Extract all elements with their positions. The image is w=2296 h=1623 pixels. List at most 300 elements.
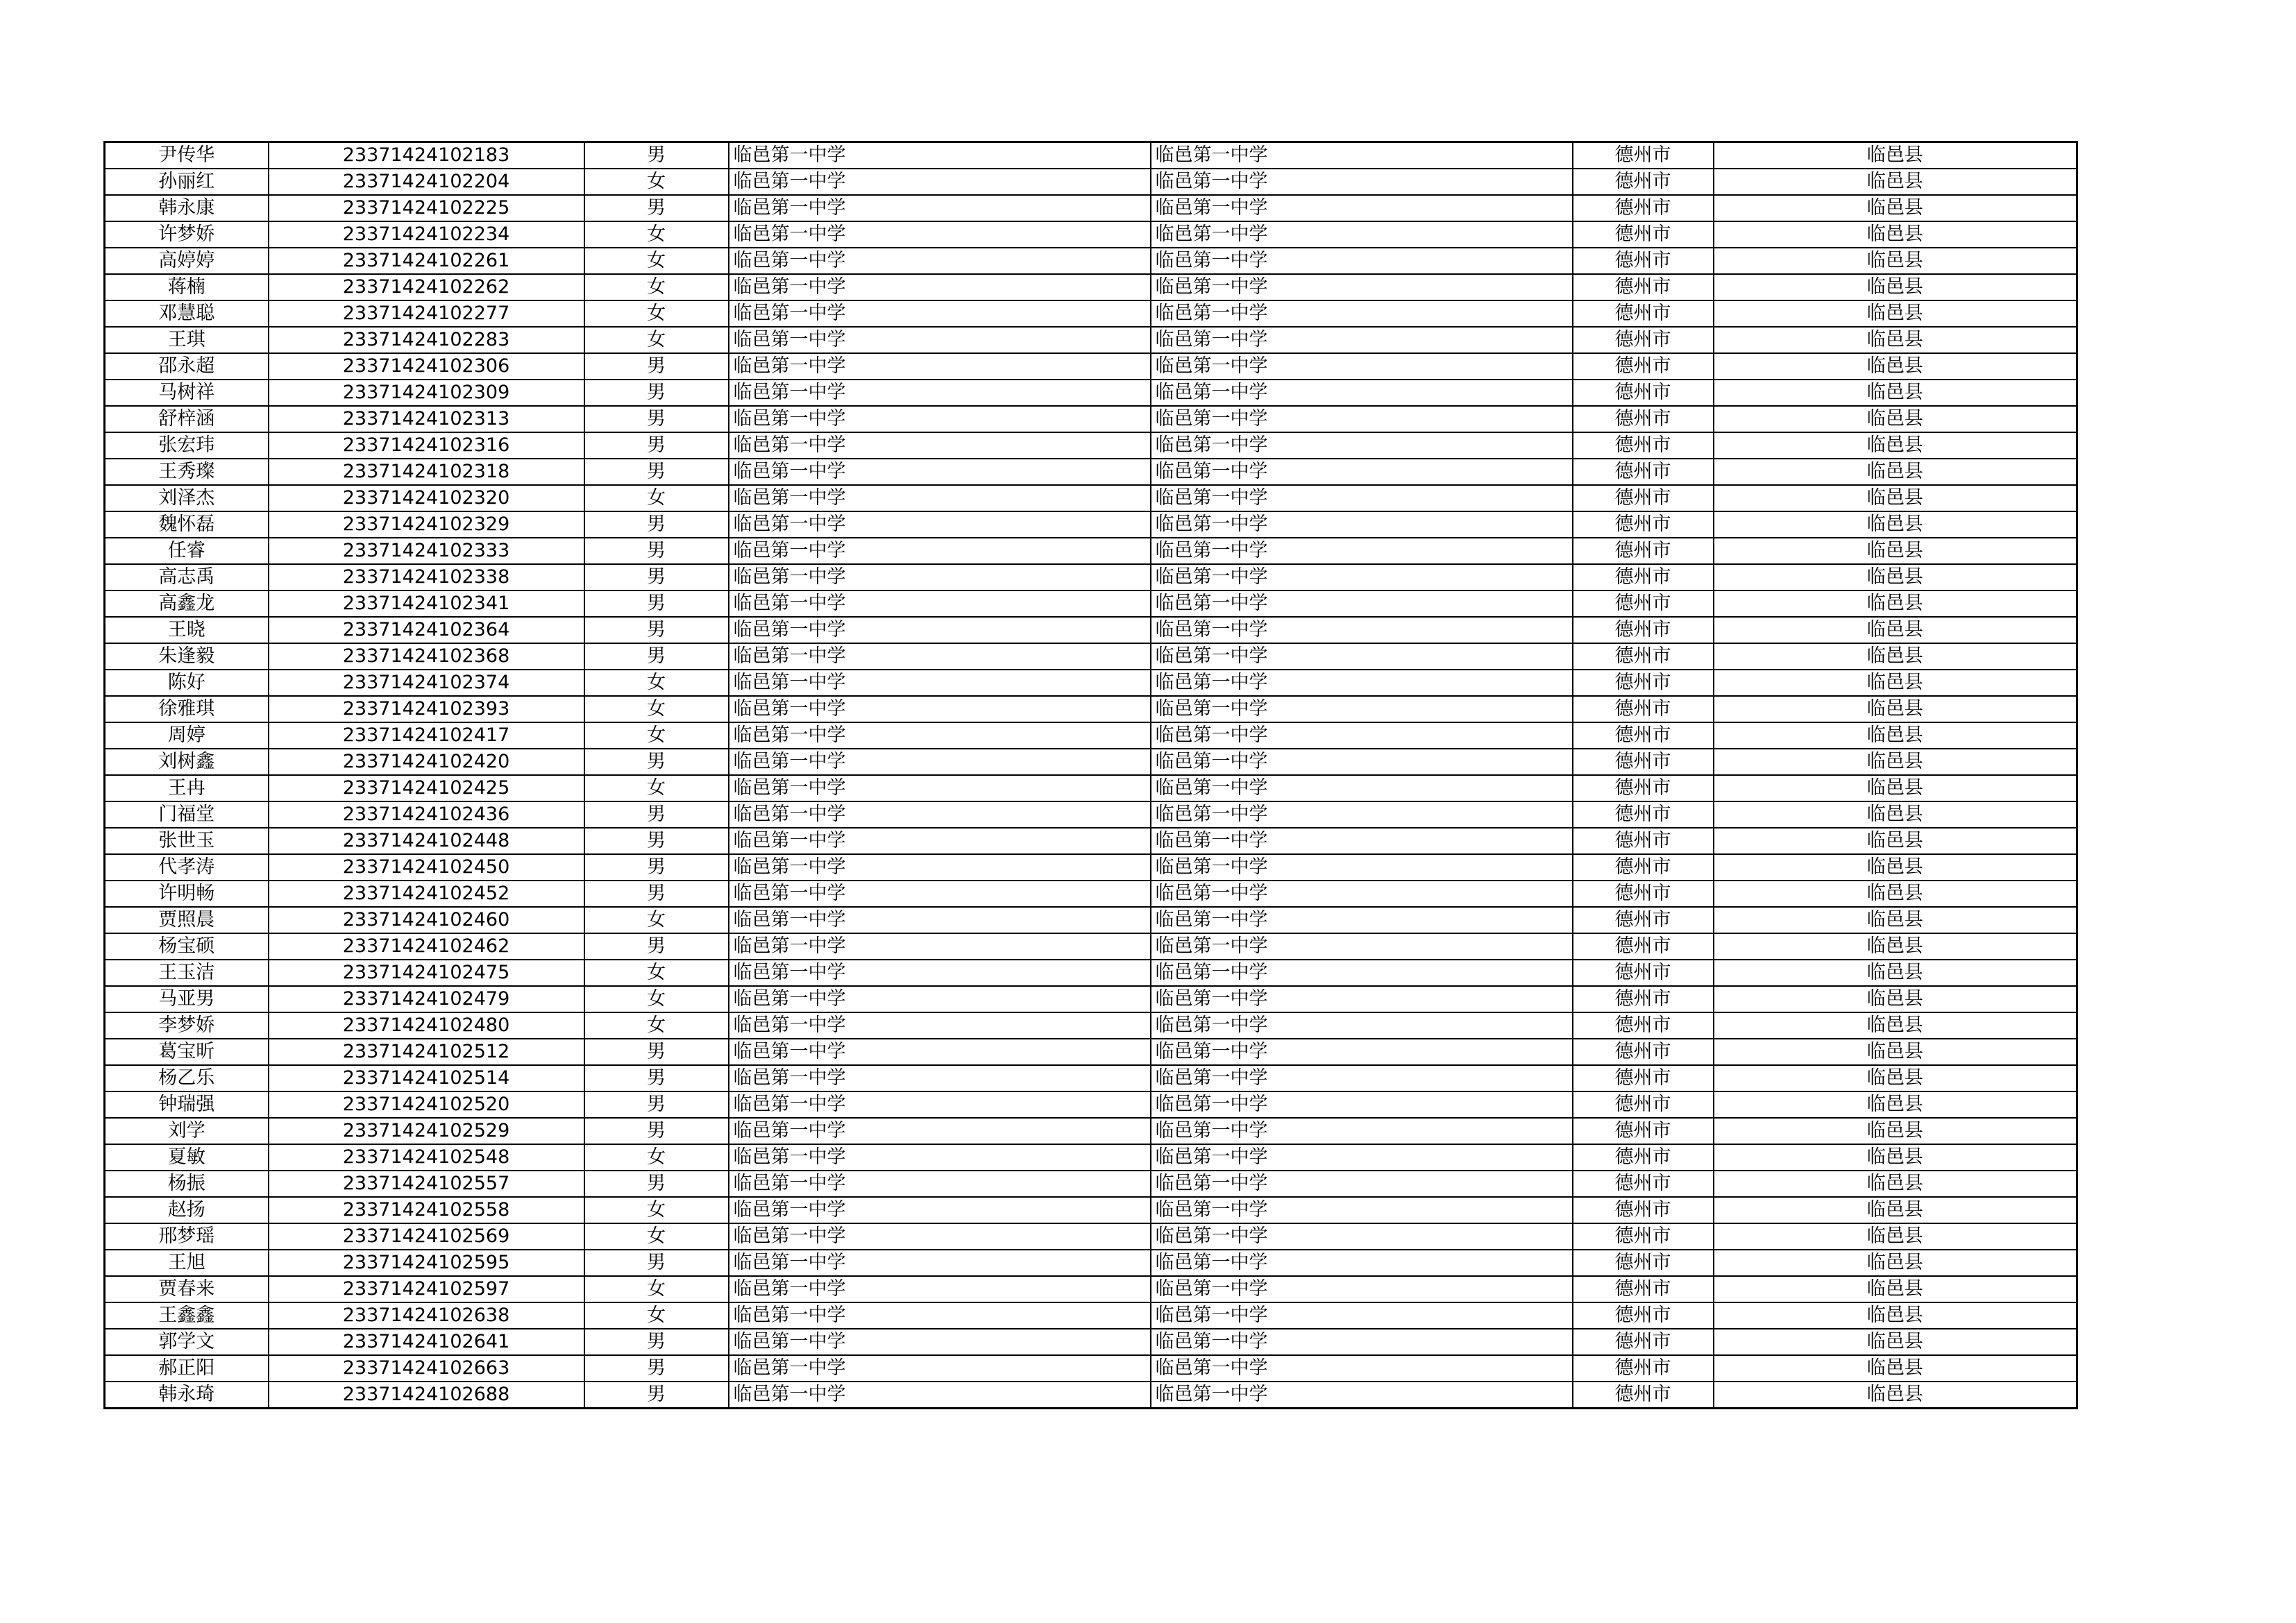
city-cell: 德州市 xyxy=(1573,960,1714,986)
table-row xyxy=(105,1223,2077,1250)
exam-id-cell: 23371424102316 xyxy=(269,432,584,459)
gender-cell: 男 xyxy=(584,511,729,538)
school-cell: 临邑第一中学 xyxy=(729,1223,1151,1250)
name-cell: 郝正阳 xyxy=(105,1355,269,1382)
school-registered-cell: 临邑第一中学 xyxy=(1151,221,1573,248)
gender-cell: 女 xyxy=(584,248,729,274)
county-cell: 临邑县 xyxy=(1714,1329,2077,1355)
school-cell: 临邑第一中学 xyxy=(729,854,1151,881)
school-registered-cell: 临邑第一中学 xyxy=(1151,564,1573,590)
name-cell: 贾春来 xyxy=(105,1276,269,1302)
school-registered-cell: 临邑第一中学 xyxy=(1151,406,1573,432)
exam-id-cell: 23371424102374 xyxy=(269,670,584,696)
school-cell: 临邑第一中学 xyxy=(729,1144,1151,1171)
school-registered-cell: 临邑第一中学 xyxy=(1151,1382,1573,1409)
county-cell: 临邑县 xyxy=(1714,459,2077,485)
table-row xyxy=(105,749,2077,775)
school-registered-cell: 临邑第一中学 xyxy=(1151,1065,1573,1091)
name-cell: 王冉 xyxy=(105,775,269,801)
city-cell: 德州市 xyxy=(1573,1355,1714,1382)
school-cell: 临邑第一中学 xyxy=(729,432,1151,459)
name-cell: 任睿 xyxy=(105,538,269,564)
name-cell: 许明畅 xyxy=(105,881,269,907)
exam-id-cell: 23371424102638 xyxy=(269,1302,584,1329)
county-cell: 临邑县 xyxy=(1714,986,2077,1012)
gender-cell: 男 xyxy=(584,1355,729,1382)
school-cell: 临邑第一中学 xyxy=(729,1355,1151,1382)
city-cell: 德州市 xyxy=(1573,406,1714,432)
school-cell: 临邑第一中学 xyxy=(729,1302,1151,1329)
table-row xyxy=(105,538,2077,564)
county-cell: 临邑县 xyxy=(1714,1012,2077,1039)
gender-cell: 男 xyxy=(584,643,729,670)
school-cell: 临邑第一中学 xyxy=(729,590,1151,617)
city-cell: 德州市 xyxy=(1573,300,1714,327)
gender-cell: 男 xyxy=(584,1039,729,1065)
gender-cell: 女 xyxy=(584,1302,729,1329)
gender-cell: 女 xyxy=(584,722,729,749)
city-cell: 德州市 xyxy=(1573,221,1714,248)
school-registered-cell: 临邑第一中学 xyxy=(1151,854,1573,881)
city-cell: 德州市 xyxy=(1573,1276,1714,1302)
name-cell: 门福堂 xyxy=(105,801,269,828)
exam-id-cell: 23371424102597 xyxy=(269,1276,584,1302)
school-cell: 临邑第一中学 xyxy=(729,511,1151,538)
county-cell: 临邑县 xyxy=(1714,195,2077,221)
county-cell: 临邑县 xyxy=(1714,1250,2077,1276)
city-cell: 德州市 xyxy=(1573,722,1714,749)
county-cell: 临邑县 xyxy=(1714,801,2077,828)
school-registered-cell: 临邑第一中学 xyxy=(1151,933,1573,960)
exam-id-cell: 23371424102520 xyxy=(269,1091,584,1118)
table-row xyxy=(105,485,2077,511)
school-registered-cell: 临邑第一中学 xyxy=(1151,749,1573,775)
exam-id-cell: 23371424102479 xyxy=(269,986,584,1012)
county-cell: 临邑县 xyxy=(1714,854,2077,881)
county-cell: 临邑县 xyxy=(1714,1091,2077,1118)
gender-cell: 女 xyxy=(584,696,729,722)
name-cell: 赵扬 xyxy=(105,1197,269,1223)
name-cell: 杨宝硕 xyxy=(105,933,269,960)
county-cell: 临邑县 xyxy=(1714,907,2077,933)
table-row xyxy=(105,221,2077,248)
table-row xyxy=(105,274,2077,300)
exam-id-cell: 23371424102569 xyxy=(269,1223,584,1250)
gender-cell: 男 xyxy=(584,617,729,643)
table-row xyxy=(105,564,2077,590)
gender-cell: 男 xyxy=(584,459,729,485)
name-cell: 刘泽杰 xyxy=(105,485,269,511)
exam-id-cell: 23371424102309 xyxy=(269,380,584,406)
name-cell: 高婷婷 xyxy=(105,248,269,274)
exam-id-cell: 23371424102475 xyxy=(269,960,584,986)
name-cell: 韩永康 xyxy=(105,195,269,221)
gender-cell: 男 xyxy=(584,195,729,221)
exam-id-cell: 23371424102641 xyxy=(269,1329,584,1355)
city-cell: 德州市 xyxy=(1573,511,1714,538)
city-cell: 德州市 xyxy=(1573,327,1714,353)
gender-cell: 女 xyxy=(584,1276,729,1302)
school-cell: 临邑第一中学 xyxy=(729,538,1151,564)
city-cell: 德州市 xyxy=(1573,828,1714,854)
city-cell: 德州市 xyxy=(1573,643,1714,670)
name-cell: 孙丽红 xyxy=(105,169,269,195)
exam-id-cell: 23371424102393 xyxy=(269,696,584,722)
county-cell: 临邑县 xyxy=(1714,353,2077,380)
county-cell: 临邑县 xyxy=(1714,327,2077,353)
student-roster-table xyxy=(103,141,2078,1409)
school-cell: 临邑第一中学 xyxy=(729,1039,1151,1065)
gender-cell: 女 xyxy=(584,300,729,327)
city-cell: 德州市 xyxy=(1573,353,1714,380)
exam-id-cell: 23371424102368 xyxy=(269,643,584,670)
table-row xyxy=(105,1276,2077,1302)
county-cell: 临邑县 xyxy=(1714,1144,2077,1171)
school-cell: 临邑第一中学 xyxy=(729,327,1151,353)
gender-cell: 男 xyxy=(584,538,729,564)
gender-cell: 男 xyxy=(584,933,729,960)
county-cell: 临邑县 xyxy=(1714,670,2077,696)
name-cell: 韩永琦 xyxy=(105,1382,269,1409)
school-cell: 临邑第一中学 xyxy=(729,1118,1151,1144)
school-registered-cell: 临邑第一中学 xyxy=(1151,248,1573,274)
school-registered-cell: 临邑第一中学 xyxy=(1151,1118,1573,1144)
table-row xyxy=(105,801,2077,828)
school-cell: 临邑第一中学 xyxy=(729,1276,1151,1302)
school-registered-cell: 临邑第一中学 xyxy=(1151,828,1573,854)
school-cell: 临邑第一中学 xyxy=(729,1382,1151,1409)
name-cell: 邵永超 xyxy=(105,353,269,380)
school-cell: 临邑第一中学 xyxy=(729,459,1151,485)
county-cell: 临邑县 xyxy=(1714,590,2077,617)
table-body xyxy=(105,142,2077,1409)
exam-id-cell: 23371424102548 xyxy=(269,1144,584,1171)
city-cell: 德州市 xyxy=(1573,142,1714,169)
county-cell: 临邑县 xyxy=(1714,933,2077,960)
name-cell: 王玉洁 xyxy=(105,960,269,986)
school-registered-cell: 临邑第一中学 xyxy=(1151,1039,1573,1065)
county-cell: 临邑县 xyxy=(1714,538,2077,564)
school-registered-cell: 临邑第一中学 xyxy=(1151,169,1573,195)
name-cell: 马亚男 xyxy=(105,986,269,1012)
school-registered-cell: 临邑第一中学 xyxy=(1151,670,1573,696)
gender-cell: 女 xyxy=(584,775,729,801)
name-cell: 张世玉 xyxy=(105,828,269,854)
gender-cell: 女 xyxy=(584,1197,729,1223)
city-cell: 德州市 xyxy=(1573,538,1714,564)
county-cell: 临邑县 xyxy=(1714,881,2077,907)
gender-cell: 男 xyxy=(584,828,729,854)
school-registered-cell: 临邑第一中学 xyxy=(1151,1197,1573,1223)
exam-id-cell: 23371424102452 xyxy=(269,881,584,907)
school-cell: 临邑第一中学 xyxy=(729,749,1151,775)
school-cell: 临邑第一中学 xyxy=(729,406,1151,432)
school-cell: 临邑第一中学 xyxy=(729,564,1151,590)
school-registered-cell: 临邑第一中学 xyxy=(1151,300,1573,327)
name-cell: 钟瑞强 xyxy=(105,1091,269,1118)
name-cell: 高鑫龙 xyxy=(105,590,269,617)
school-registered-cell: 临邑第一中学 xyxy=(1151,986,1573,1012)
school-cell: 临邑第一中学 xyxy=(729,670,1151,696)
exam-id-cell: 23371424102234 xyxy=(269,221,584,248)
county-cell: 临邑县 xyxy=(1714,485,2077,511)
school-cell: 临邑第一中学 xyxy=(729,1012,1151,1039)
name-cell: 杨振 xyxy=(105,1171,269,1197)
exam-id-cell: 23371424102450 xyxy=(269,854,584,881)
school-registered-cell: 临邑第一中学 xyxy=(1151,722,1573,749)
city-cell: 德州市 xyxy=(1573,432,1714,459)
school-registered-cell: 临邑第一中学 xyxy=(1151,590,1573,617)
county-cell: 临邑县 xyxy=(1714,511,2077,538)
school-registered-cell: 临邑第一中学 xyxy=(1151,1223,1573,1250)
county-cell: 临邑县 xyxy=(1714,221,2077,248)
school-registered-cell: 临邑第一中学 xyxy=(1151,485,1573,511)
school-registered-cell: 临邑第一中学 xyxy=(1151,459,1573,485)
school-cell: 临邑第一中学 xyxy=(729,722,1151,749)
gender-cell: 男 xyxy=(584,380,729,406)
exam-id-cell: 23371424102480 xyxy=(269,1012,584,1039)
name-cell: 高志禹 xyxy=(105,564,269,590)
gender-cell: 男 xyxy=(584,854,729,881)
school-registered-cell: 临邑第一中学 xyxy=(1151,907,1573,933)
gender-cell: 女 xyxy=(584,960,729,986)
exam-id-cell: 23371424102338 xyxy=(269,564,584,590)
exam-id-cell: 23371424102364 xyxy=(269,617,584,643)
name-cell: 王琪 xyxy=(105,327,269,353)
name-cell: 王秀璨 xyxy=(105,459,269,485)
county-cell: 临邑县 xyxy=(1714,722,2077,749)
city-cell: 德州市 xyxy=(1573,1171,1714,1197)
exam-id-cell: 23371424102512 xyxy=(269,1039,584,1065)
city-cell: 德州市 xyxy=(1573,459,1714,485)
exam-id-cell: 23371424102183 xyxy=(269,142,584,169)
city-cell: 德州市 xyxy=(1573,169,1714,195)
name-cell: 邓慧聪 xyxy=(105,300,269,327)
table-row xyxy=(105,1171,2077,1197)
table-row xyxy=(105,907,2077,933)
table-row xyxy=(105,722,2077,749)
gender-cell: 男 xyxy=(584,432,729,459)
exam-id-cell: 23371424102262 xyxy=(269,274,584,300)
table-row xyxy=(105,511,2077,538)
school-cell: 临邑第一中学 xyxy=(729,907,1151,933)
school-cell: 临邑第一中学 xyxy=(729,933,1151,960)
table-row xyxy=(105,960,2077,986)
exam-id-cell: 23371424102529 xyxy=(269,1118,584,1144)
gender-cell: 女 xyxy=(584,169,729,195)
county-cell: 临邑县 xyxy=(1714,432,2077,459)
table-row xyxy=(105,986,2077,1012)
name-cell: 邢梦瑶 xyxy=(105,1223,269,1250)
exam-id-cell: 23371424102204 xyxy=(269,169,584,195)
exam-id-cell: 23371424102436 xyxy=(269,801,584,828)
gender-cell: 男 xyxy=(584,1250,729,1276)
table-row xyxy=(105,169,2077,195)
school-registered-cell: 临邑第一中学 xyxy=(1151,142,1573,169)
school-cell: 临邑第一中学 xyxy=(729,248,1151,274)
city-cell: 德州市 xyxy=(1573,1329,1714,1355)
table-row xyxy=(105,353,2077,380)
exam-id-cell: 23371424102225 xyxy=(269,195,584,221)
school-cell: 临邑第一中学 xyxy=(729,643,1151,670)
gender-cell: 女 xyxy=(584,907,729,933)
school-registered-cell: 临邑第一中学 xyxy=(1151,643,1573,670)
city-cell: 德州市 xyxy=(1573,881,1714,907)
gender-cell: 女 xyxy=(584,1012,729,1039)
name-cell: 葛宝昕 xyxy=(105,1039,269,1065)
name-cell: 马树祥 xyxy=(105,380,269,406)
exam-id-cell: 23371424102557 xyxy=(269,1171,584,1197)
gender-cell: 男 xyxy=(584,1329,729,1355)
city-cell: 德州市 xyxy=(1573,696,1714,722)
county-cell: 临邑县 xyxy=(1714,1276,2077,1302)
county-cell: 临邑县 xyxy=(1714,643,2077,670)
name-cell: 朱逢毅 xyxy=(105,643,269,670)
county-cell: 临邑县 xyxy=(1714,380,2077,406)
school-cell: 临邑第一中学 xyxy=(729,1250,1151,1276)
exam-id-cell: 23371424102306 xyxy=(269,353,584,380)
exam-id-cell: 23371424102448 xyxy=(269,828,584,854)
city-cell: 德州市 xyxy=(1573,617,1714,643)
city-cell: 德州市 xyxy=(1573,485,1714,511)
county-cell: 临邑县 xyxy=(1714,274,2077,300)
school-registered-cell: 临邑第一中学 xyxy=(1151,195,1573,221)
exam-id-cell: 23371424102318 xyxy=(269,459,584,485)
table-row xyxy=(105,1250,2077,1276)
table-row xyxy=(105,643,2077,670)
school-registered-cell: 临邑第一中学 xyxy=(1151,1302,1573,1329)
table-row xyxy=(105,248,2077,274)
school-registered-cell: 临邑第一中学 xyxy=(1151,1144,1573,1171)
county-cell: 临邑县 xyxy=(1714,1355,2077,1382)
school-registered-cell: 临邑第一中学 xyxy=(1151,353,1573,380)
name-cell: 陈好 xyxy=(105,670,269,696)
school-registered-cell: 临邑第一中学 xyxy=(1151,801,1573,828)
county-cell: 临邑县 xyxy=(1714,1065,2077,1091)
school-cell: 临邑第一中学 xyxy=(729,617,1151,643)
school-cell: 临邑第一中学 xyxy=(729,380,1151,406)
exam-id-cell: 23371424102341 xyxy=(269,590,584,617)
county-cell: 临邑县 xyxy=(1714,1197,2077,1223)
city-cell: 德州市 xyxy=(1573,380,1714,406)
exam-id-cell: 23371424102595 xyxy=(269,1250,584,1276)
name-cell: 王晓 xyxy=(105,617,269,643)
county-cell: 临邑县 xyxy=(1714,564,2077,590)
exam-id-cell: 23371424102261 xyxy=(269,248,584,274)
school-cell: 临邑第一中学 xyxy=(729,828,1151,854)
gender-cell: 女 xyxy=(584,485,729,511)
exam-id-cell: 23371424102462 xyxy=(269,933,584,960)
school-cell: 临邑第一中学 xyxy=(729,353,1151,380)
table-row xyxy=(105,696,2077,722)
table-row xyxy=(105,432,2077,459)
gender-cell: 女 xyxy=(584,1144,729,1171)
table-row xyxy=(105,406,2077,432)
county-cell: 临邑县 xyxy=(1714,749,2077,775)
gender-cell: 男 xyxy=(584,564,729,590)
name-cell: 夏敏 xyxy=(105,1144,269,1171)
table-row xyxy=(105,1329,2077,1355)
city-cell: 德州市 xyxy=(1573,1065,1714,1091)
school-registered-cell: 临邑第一中学 xyxy=(1151,960,1573,986)
school-registered-cell: 临邑第一中学 xyxy=(1151,1012,1573,1039)
city-cell: 德州市 xyxy=(1573,775,1714,801)
city-cell: 德州市 xyxy=(1573,1223,1714,1250)
city-cell: 德州市 xyxy=(1573,274,1714,300)
county-cell: 临邑县 xyxy=(1714,300,2077,327)
exam-id-cell: 23371424102688 xyxy=(269,1382,584,1409)
school-registered-cell: 临邑第一中学 xyxy=(1151,775,1573,801)
city-cell: 德州市 xyxy=(1573,854,1714,881)
name-cell: 王鑫鑫 xyxy=(105,1302,269,1329)
table-row xyxy=(105,933,2077,960)
gender-cell: 女 xyxy=(584,670,729,696)
school-cell: 临邑第一中学 xyxy=(729,1171,1151,1197)
city-cell: 德州市 xyxy=(1573,749,1714,775)
school-registered-cell: 临邑第一中学 xyxy=(1151,696,1573,722)
school-registered-cell: 临邑第一中学 xyxy=(1151,1329,1573,1355)
table-row xyxy=(105,1144,2077,1171)
table-row xyxy=(105,1039,2077,1065)
school-cell: 临邑第一中学 xyxy=(729,169,1151,195)
gender-cell: 男 xyxy=(584,590,729,617)
city-cell: 德州市 xyxy=(1573,670,1714,696)
gender-cell: 男 xyxy=(584,1065,729,1091)
school-registered-cell: 临邑第一中学 xyxy=(1151,432,1573,459)
city-cell: 德州市 xyxy=(1573,195,1714,221)
city-cell: 德州市 xyxy=(1573,907,1714,933)
exam-id-cell: 23371424102333 xyxy=(269,538,584,564)
table-row xyxy=(105,1382,2077,1409)
school-cell: 临邑第一中学 xyxy=(729,300,1151,327)
gender-cell: 男 xyxy=(584,1171,729,1197)
table-row xyxy=(105,1197,2077,1223)
school-cell: 临邑第一中学 xyxy=(729,696,1151,722)
name-cell: 蒋楠 xyxy=(105,274,269,300)
name-cell: 代孝涛 xyxy=(105,854,269,881)
county-cell: 临邑县 xyxy=(1714,142,2077,169)
name-cell: 舒梓涵 xyxy=(105,406,269,432)
county-cell: 临邑县 xyxy=(1714,696,2077,722)
school-registered-cell: 临邑第一中学 xyxy=(1151,1250,1573,1276)
exam-id-cell: 23371424102460 xyxy=(269,907,584,933)
name-cell: 尹传华 xyxy=(105,142,269,169)
gender-cell: 女 xyxy=(584,274,729,300)
exam-id-cell: 23371424102313 xyxy=(269,406,584,432)
gender-cell: 男 xyxy=(584,749,729,775)
gender-cell: 女 xyxy=(584,327,729,353)
table-row xyxy=(105,828,2077,854)
city-cell: 德州市 xyxy=(1573,1118,1714,1144)
table-row xyxy=(105,881,2077,907)
exam-id-cell: 23371424102663 xyxy=(269,1355,584,1382)
school-registered-cell: 临邑第一中学 xyxy=(1151,274,1573,300)
city-cell: 德州市 xyxy=(1573,1250,1714,1276)
gender-cell: 男 xyxy=(584,1382,729,1409)
exam-id-cell: 23371424102420 xyxy=(269,749,584,775)
school-cell: 临邑第一中学 xyxy=(729,1065,1151,1091)
school-registered-cell: 临邑第一中学 xyxy=(1151,1276,1573,1302)
name-cell: 刘学 xyxy=(105,1118,269,1144)
school-cell: 临邑第一中学 xyxy=(729,274,1151,300)
school-cell: 临邑第一中学 xyxy=(729,195,1151,221)
gender-cell: 男 xyxy=(584,142,729,169)
name-cell: 刘树鑫 xyxy=(105,749,269,775)
city-cell: 德州市 xyxy=(1573,986,1714,1012)
exam-id-cell: 23371424102320 xyxy=(269,485,584,511)
county-cell: 临邑县 xyxy=(1714,960,2077,986)
gender-cell: 女 xyxy=(584,1223,729,1250)
